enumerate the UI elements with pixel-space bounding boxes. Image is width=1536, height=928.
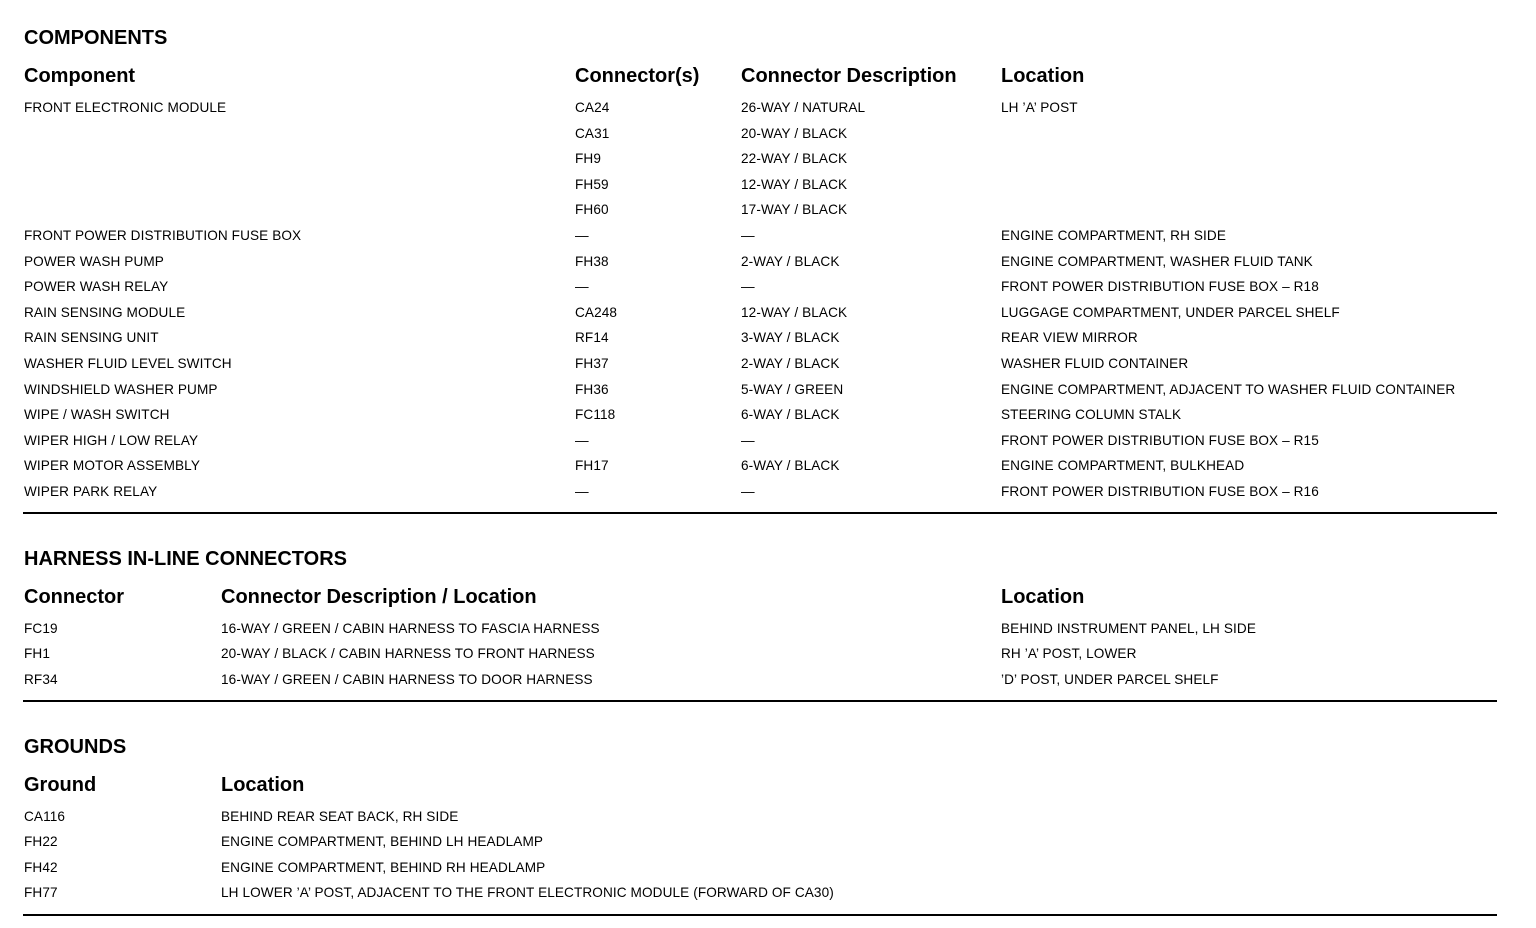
components-row-0-connector-description: 26-WAY / NATURAL: [741, 100, 866, 115]
components-header-component: Component: [24, 65, 136, 87]
components-row-5-connector: —: [575, 228, 589, 243]
components-row-11-component: WINDSHIELD WASHER PUMP: [24, 381, 218, 397]
components-row-9-location: REAR VIEW MIRROR: [1001, 330, 1138, 346]
components-row-8-component: RAIN SENSING MODULE: [24, 304, 186, 320]
harness-row-1-connector: FH1: [24, 646, 50, 662]
components-row-8-connector-description: 12-WAY / BLACK: [741, 304, 848, 320]
components-row-10-connector: FH37: [575, 356, 609, 371]
components-row-14-connector: FH17: [575, 458, 609, 474]
components-row-15-connector-description: —: [741, 484, 755, 499]
harness-row-2-description: 16-WAY / GREEN / CABIN HARNESS TO DOOR HARNESS: [221, 671, 593, 687]
components-row-15-connector: —: [575, 484, 589, 499]
grounds-divider: [23, 914, 1497, 916]
components-row-6-location: ENGINE COMPARTMENT, WASHER FLUID TANK: [1001, 253, 1313, 269]
components-row-11-location: ENGINE COMPARTMENT, ADJACENT TO WASHER FLUID CONTAINER: [1001, 381, 1456, 397]
components-row-5-component: FRONT POWER DISTRIBUTION FUSE BOX: [24, 228, 302, 243]
grounds-header-location: Location: [221, 774, 305, 796]
grounds-row-1-ground: FH22: [24, 834, 58, 850]
components-row-12-location: STEERING COLUMN STALK: [1001, 407, 1182, 423]
components-row-14-component: WIPER MOTOR ASSEMBLY: [24, 458, 200, 474]
harness-section-title: HARNESS IN-LINE CONNECTORS: [24, 548, 347, 570]
components-header-connectors: Connector(s): [575, 65, 700, 87]
components-row-0-component: FRONT ELECTRONIC MODULE: [24, 100, 227, 115]
components-row-15-location: FRONT POWER DISTRIBUTION FUSE BOX – R16: [1001, 484, 1319, 499]
grounds-section-title: GROUNDS: [24, 736, 127, 758]
harness-row-0-connector: FC19: [24, 621, 58, 636]
components-row-0-location: LH ’A’ POST: [1001, 100, 1078, 115]
harness-row-2-connector: RF34: [24, 671, 58, 687]
grounds-row-1-location: ENGINE COMPARTMENT, BEHIND LH HEADLAMP: [221, 834, 544, 850]
components-row-6-connector: FH38: [575, 253, 609, 269]
harness-header-connector: Connector: [24, 586, 124, 608]
grounds-row-3-location: LH LOWER ’A’ POST, ADJACENT TO THE FRONT ELECTRONIC MODULE (FORWARD OF CA30): [221, 885, 834, 901]
components-row-1-connector: CA31: [575, 125, 610, 141]
components-row-6-component: POWER WASH PUMP: [24, 253, 164, 269]
components-row-13-connector: —: [575, 432, 589, 448]
components-row-9-component: RAIN SENSING UNIT: [24, 330, 159, 346]
components-row-7-location: FRONT POWER DISTRIBUTION FUSE BOX – R18: [1001, 279, 1319, 295]
components-row-12-component: WIPE / WASH SWITCH: [24, 407, 170, 423]
components-row-9-connector-description: 3-WAY / BLACK: [741, 330, 840, 346]
components-row-14-connector-description: 6-WAY / BLACK: [741, 458, 840, 474]
components-divider: [23, 512, 1497, 514]
components-row-10-location: WASHER FLUID CONTAINER: [1001, 356, 1189, 371]
components-row-8-location: LUGGAGE COMPARTMENT, UNDER PARCEL SHELF: [1001, 304, 1340, 320]
grounds-row-3-ground: FH77: [24, 885, 58, 901]
components-header-location: Location: [1001, 65, 1085, 87]
components-row-10-connector-description: 2-WAY / BLACK: [741, 356, 840, 371]
components-row-2-connector-description: 22-WAY / BLACK: [741, 151, 848, 167]
components-row-10-component: WASHER FLUID LEVEL SWITCH: [24, 356, 232, 371]
components-row-0-connector: CA24: [575, 100, 610, 115]
harness-row-1-description: 20-WAY / BLACK / CABIN HARNESS TO FRONT HARNESS: [221, 646, 595, 662]
components-row-7-connector: —: [575, 279, 589, 295]
grounds-row-0-ground: CA116: [24, 809, 66, 824]
components-row-8-connector: CA248: [575, 304, 618, 320]
grounds-row-2-location: ENGINE COMPARTMENT, BEHIND RH HEADLAMP: [221, 859, 546, 875]
components-row-13-connector-description: —: [741, 432, 755, 448]
harness-row-0-description: 16-WAY / GREEN / CABIN HARNESS TO FASCIA HARNESS: [221, 621, 600, 636]
components-row-2-connector: FH9: [575, 151, 601, 167]
grounds-row-0-location: BEHIND REAR SEAT BACK, RH SIDE: [221, 809, 459, 824]
components-row-5-location: ENGINE COMPARTMENT, RH SIDE: [1001, 228, 1227, 243]
components-header-connector-description: Connector Description: [741, 65, 957, 87]
components-row-11-connector-description: 5-WAY / GREEN: [741, 381, 844, 397]
components-row-4-connector: FH60: [575, 202, 609, 218]
components-row-11-connector: FH36: [575, 381, 609, 397]
components-row-12-connector-description: 6-WAY / BLACK: [741, 407, 840, 423]
harness-row-1-location: RH ’A’ POST, LOWER: [1001, 646, 1137, 662]
components-row-7-component: POWER WASH RELAY: [24, 279, 169, 295]
components-row-4-connector-description: 17-WAY / BLACK: [741, 202, 848, 218]
components-section-title: COMPONENTS: [24, 27, 168, 49]
grounds-row-2-ground: FH42: [24, 859, 58, 875]
components-row-3-connector: FH59: [575, 176, 609, 192]
harness-header-description: Connector Description / Location: [221, 586, 537, 608]
components-row-7-connector-description: —: [741, 279, 755, 295]
components-row-13-component: WIPER HIGH / LOW RELAY: [24, 432, 199, 448]
components-row-1-connector-description: 20-WAY / BLACK: [741, 125, 848, 141]
harness-divider: [23, 700, 1497, 702]
components-row-9-connector: RF14: [575, 330, 609, 346]
components-row-15-component: WIPER PARK RELAY: [24, 484, 158, 499]
harness-header-location: Location: [1001, 586, 1085, 608]
grounds-header-ground: Ground: [24, 774, 97, 796]
components-row-14-location: ENGINE COMPARTMENT, BULKHEAD: [1001, 458, 1245, 474]
components-row-12-connector: FC118: [575, 407, 616, 423]
components-row-13-location: FRONT POWER DISTRIBUTION FUSE BOX – R15: [1001, 432, 1319, 448]
harness-row-2-location: ’D’ POST, UNDER PARCEL SHELF: [1001, 671, 1219, 687]
components-row-6-connector-description: 2-WAY / BLACK: [741, 253, 840, 269]
components-row-5-connector-description: —: [741, 228, 755, 243]
harness-row-0-location: BEHIND INSTRUMENT PANEL, LH SIDE: [1001, 621, 1256, 636]
components-row-3-connector-description: 12-WAY / BLACK: [741, 176, 848, 192]
